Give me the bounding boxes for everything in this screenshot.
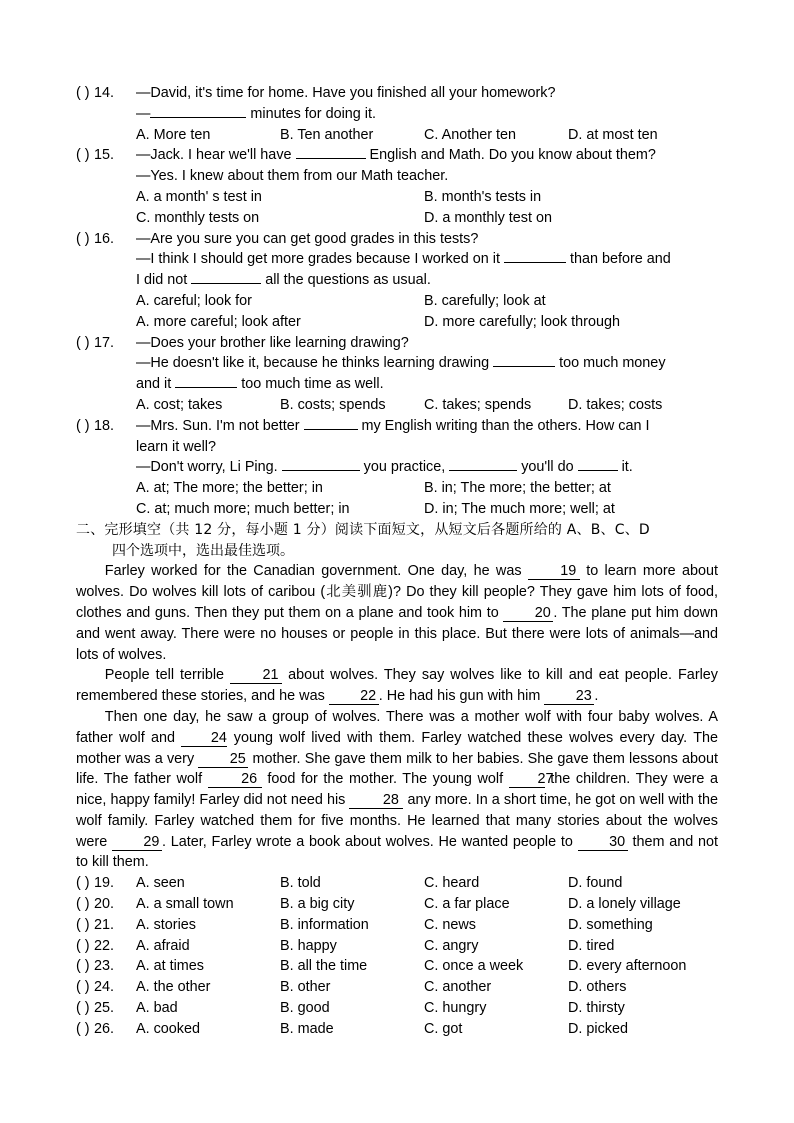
blank-29[interactable]: 29 <box>112 834 162 851</box>
answer-blank[interactable] <box>191 283 261 284</box>
option-b[interactable]: B. month's tests in <box>424 188 542 205</box>
options-22 <box>76 936 718 957</box>
options-15-ab <box>76 187 718 208</box>
section-title-line1: 二、完形填空（共 12 分，每小题 1 分）阅读下面短文，从短文后各题所给的 A、B、C、D <box>76 521 650 538</box>
option-a[interactable]: A. at; The more; the better; in <box>136 480 323 497</box>
answer-blank[interactable] <box>578 470 618 471</box>
options-18-cd <box>76 499 718 520</box>
passage-text: any more. In a short time, he got on well with the wolf family. Farley watched them for five months. He learned that many stories about the wolves were <box>76 792 719 850</box>
question-text: —Jack. I hear we'll have <box>136 147 292 164</box>
passage-text: . Later, Farley wrote a book about wolves. He wanted people to <box>161 833 573 850</box>
options-25 <box>76 998 718 1019</box>
option-d[interactable]: D. found <box>568 875 623 892</box>
section-title-line2: 四个选项中，选出最佳选项。 <box>112 542 294 559</box>
question-number: 16. <box>94 230 115 247</box>
option-a[interactable]: A. careful; look for <box>136 292 252 309</box>
options-16-cd <box>76 312 718 333</box>
blank-26[interactable]: 26 <box>208 771 262 788</box>
question-text: English and Math. Do you know about them? <box>369 147 656 164</box>
option-c[interactable]: C. at; much more; much better; in <box>136 500 350 517</box>
option-c[interactable]: C. angry <box>424 937 479 954</box>
options-15-cd <box>76 208 718 229</box>
question-number: 15. <box>94 147 115 164</box>
passage-text: mother. She gave them milk to her babies. She gave them lessons about life. The father wolf <box>76 750 719 788</box>
question-16 <box>76 229 718 250</box>
option-b[interactable]: B. all the time <box>280 958 368 975</box>
option-b[interactable]: B. information <box>280 916 369 933</box>
option-d[interactable]: D. a monthly test on <box>424 209 552 226</box>
answer-paren[interactable]: ( ) <box>76 230 90 247</box>
question-text: — <box>136 105 151 122</box>
option-c[interactable]: C. hungry <box>424 1000 487 1017</box>
question-number: 20. <box>94 896 115 913</box>
blank-27[interactable]: 27 <box>509 771 545 788</box>
option-d[interactable]: D. at most ten <box>568 126 658 143</box>
option-c[interactable]: C. takes; spends <box>424 396 532 413</box>
question-number: 18. <box>94 417 115 434</box>
option-c[interactable]: C. once a week <box>424 958 524 975</box>
question-text: than before and <box>569 251 671 268</box>
option-c[interactable]: C. got <box>424 1020 463 1037</box>
question-15 <box>76 145 718 166</box>
option-a[interactable]: A. cooked <box>136 1020 200 1037</box>
question-14-line2 <box>76 104 718 125</box>
option-d[interactable]: D. in; The much more; well; at <box>424 500 615 517</box>
question-17 <box>76 333 718 354</box>
answer-paren[interactable]: ( ) <box>76 1020 90 1037</box>
question-16-line3 <box>76 270 718 291</box>
answer-blank[interactable] <box>304 429 358 430</box>
answer-blank[interactable] <box>296 158 366 159</box>
answer-blank[interactable] <box>150 117 246 118</box>
option-c[interactable]: C. news <box>424 916 476 933</box>
question-text: it. <box>621 459 633 476</box>
question-text: —Mrs. Sun. I'm not better <box>136 417 300 434</box>
paragraph-1 <box>76 561 718 665</box>
passage-text: People tell terrible <box>104 667 225 684</box>
paragraph-2 <box>76 665 718 707</box>
options-26 <box>76 1019 718 1040</box>
options-14 <box>76 125 718 146</box>
question-number: 26. <box>94 1020 115 1037</box>
blank-25[interactable]: 25 <box>198 751 248 768</box>
blank-30[interactable]: 30 <box>578 834 628 851</box>
option-b[interactable]: B. carefully; look at <box>424 292 546 309</box>
answer-paren[interactable]: ( ) <box>76 916 90 933</box>
option-b[interactable]: B. Ten another <box>280 126 374 143</box>
passage-text: food for the mother. The young wolf <box>267 771 504 788</box>
answer-paren[interactable]: ( ) <box>76 937 90 954</box>
question-18 <box>76 416 718 437</box>
option-a[interactable]: A. More ten <box>136 126 211 143</box>
option-c[interactable]: C. heard <box>424 875 480 892</box>
question-17-line2 <box>76 353 718 374</box>
option-a[interactable]: A. at times <box>136 958 204 975</box>
question-17-line3 <box>76 374 718 395</box>
question-text: —Don't worry, Li Ping. <box>136 459 278 476</box>
option-b[interactable]: B. a big city <box>280 896 355 913</box>
options-21 <box>76 915 718 936</box>
answer-paren[interactable]: ( ) <box>76 417 90 434</box>
passage-text: the children. They were a nice, happy family! Farley did not need his <box>76 771 719 809</box>
question-number: 23. <box>94 958 115 975</box>
question-text: too much time as well. <box>241 376 384 393</box>
question-15-line2 <box>76 166 718 187</box>
option-c[interactable]: C. another <box>424 979 492 996</box>
question-text: all the questions as usual. <box>265 272 431 289</box>
cloze-options <box>76 873 718 1039</box>
passage-text: . He had his gun with him <box>378 688 541 705</box>
answer-paren[interactable]: ( ) <box>76 958 90 975</box>
question-text: learn it well? <box>136 438 216 455</box>
option-d[interactable]: D. others <box>568 979 627 996</box>
question-text: my English writing than the others. How can I <box>361 417 650 434</box>
option-b[interactable]: B. told <box>280 875 321 892</box>
answer-paren[interactable]: ( ) <box>76 979 90 996</box>
option-a[interactable]: A. the other <box>136 979 211 996</box>
option-d[interactable]: D. takes; costs <box>568 396 663 413</box>
option-b[interactable]: B. good <box>280 1000 330 1017</box>
passage-text: . <box>594 688 599 705</box>
blank-19[interactable]: 19 <box>528 563 580 580</box>
blank-20[interactable]: 20 <box>503 605 553 622</box>
passage-text: . The plane put him down and went away. There were no houses or people in this place. But there were lots of animals—and lots of wolves. <box>76 604 718 663</box>
question-number: 19. <box>94 875 115 892</box>
option-d[interactable]: D. a lonely village <box>568 896 681 913</box>
option-a[interactable]: A. afraid <box>136 937 190 954</box>
question-number: 25. <box>94 1000 115 1017</box>
option-a[interactable]: A. a month' s test in <box>136 188 262 205</box>
options-24 <box>76 977 718 998</box>
question-number: 14. <box>94 85 115 101</box>
option-b[interactable]: B. made <box>280 1020 334 1037</box>
passage-text: Farley worked for the Canadian government. One day, he was <box>104 563 522 580</box>
option-c[interactable]: C. Another ten <box>424 126 516 143</box>
cloze-passage <box>76 561 718 873</box>
answer-paren[interactable]: ( ) <box>76 875 90 892</box>
options-19 <box>76 873 718 894</box>
exam-page <box>76 83 718 1040</box>
answer-blank[interactable] <box>493 366 555 367</box>
question-text: —Does your brother like learning drawing? <box>136 334 409 351</box>
options-16-ab <box>76 291 718 312</box>
question-text: you'll do <box>521 459 574 476</box>
question-text: —Yes. I knew about them from our Math teacher. <box>136 168 449 185</box>
answer-paren[interactable]: ( ) <box>76 896 90 913</box>
blank-21[interactable]: 21 <box>230 667 282 684</box>
question-number: 17. <box>94 334 115 351</box>
blank-22[interactable]: 22 <box>329 688 379 705</box>
paragraph-3 <box>76 707 718 873</box>
question-14 <box>76 83 718 104</box>
question-text: minutes for doing it. <box>250 105 376 122</box>
option-c[interactable]: C. monthly tests on <box>136 209 260 226</box>
question-number: 21. <box>94 916 115 933</box>
answer-blank[interactable] <box>449 470 517 471</box>
question-18-line3 <box>76 457 718 478</box>
option-c[interactable]: A. more careful; look after <box>136 313 301 330</box>
options-18-ab <box>76 478 718 499</box>
option-b[interactable]: B. in; The more; the better; at <box>424 480 611 497</box>
option-a[interactable]: A. stories <box>136 916 196 933</box>
options-17 <box>76 395 718 416</box>
option-c[interactable]: C. a far place <box>424 896 510 913</box>
question-number: 24. <box>94 979 115 996</box>
options-23 <box>76 956 718 977</box>
answer-blank[interactable] <box>282 470 360 471</box>
section-header <box>76 520 718 562</box>
options-20 <box>76 894 718 915</box>
option-b[interactable]: B. happy <box>280 937 337 954</box>
answer-paren[interactable]: ( ) <box>76 147 90 164</box>
option-d[interactable]: D. thirsty <box>568 1000 625 1017</box>
question-text: —I think I should get more grades because I worked on it <box>136 251 500 268</box>
question-text: —David, it's time for home. Have you finished all your homework? <box>136 85 556 101</box>
passage-text: to learn more about wolves. Do wolves kill lots of caribou (北美驯鹿)? Do they kill people? They gave him lots of food, clothes and guns. Then they put them on a plane and took him to <box>76 563 719 621</box>
passage-text: about wolves. They say wolves like to kill and eat people. Farley remembered these stories, and he was <box>76 667 719 705</box>
option-d[interactable]: D. picked <box>568 1020 628 1037</box>
passage-text: young wolf lived with them. Farley watched these wolves every day. The mother was a very <box>76 729 719 767</box>
option-a[interactable]: A. seen <box>136 875 185 892</box>
blank-23[interactable]: 23 <box>544 688 594 705</box>
passage-text: them and not to kill them. <box>76 833 719 871</box>
option-a[interactable]: A. a small town <box>136 896 234 913</box>
passage-text: Then one day, he saw a group of wolves. There was a mother wolf with four baby wolves. A father wolf and <box>76 708 718 746</box>
option-d[interactable]: D. more carefully; look through <box>424 313 620 330</box>
answer-blank[interactable] <box>504 262 566 263</box>
option-b[interactable]: B. costs; spends <box>280 396 386 413</box>
option-d[interactable]: D. every afternoon <box>568 958 687 975</box>
question-text: you practice, <box>363 459 446 476</box>
question-number: 22. <box>94 937 115 954</box>
option-b[interactable]: B. other <box>280 979 331 996</box>
option-a[interactable]: A. bad <box>136 1000 178 1017</box>
answer-paren[interactable]: ( ) <box>76 334 90 351</box>
question-text: —He doesn't like it, because he thinks learning drawing <box>136 355 490 372</box>
answer-blank[interactable] <box>175 387 237 388</box>
option-a[interactable]: A. cost; takes <box>136 396 223 413</box>
option-d[interactable]: D. something <box>568 916 653 933</box>
question-text: —Are you sure you can get good grades in this tests? <box>136 230 479 247</box>
question-18-line2 <box>76 437 718 458</box>
question-16-line2 <box>76 249 718 270</box>
blank-28[interactable]: 28 <box>349 792 403 809</box>
answer-paren[interactable]: ( ) <box>76 1000 90 1017</box>
question-text: and it <box>136 376 172 393</box>
answer-paren[interactable]: ( ) <box>76 85 90 101</box>
blank-24[interactable]: 24 <box>181 730 227 747</box>
question-text: too much money <box>559 355 666 372</box>
option-d[interactable]: D. tired <box>568 937 615 954</box>
question-text: I did not <box>136 272 188 289</box>
